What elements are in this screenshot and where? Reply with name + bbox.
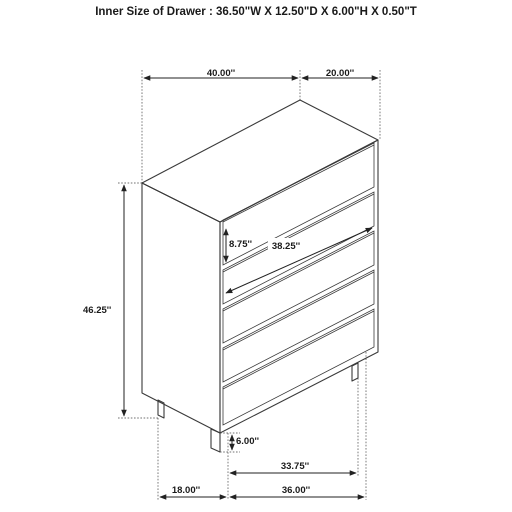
width-dimension-label: 40.00'': [206, 68, 236, 79]
inner-drawer-size-label: Inner Size of Drawer: [95, 6, 206, 18]
leg-span-dimension-label: 33.75'': [280, 461, 310, 472]
drawer-width-dimension-label: 38.25'': [271, 241, 301, 252]
drawer-height-dimension-label: 8.75'': [229, 239, 253, 250]
front-left-leg: [211, 429, 220, 452]
depth-dimension-label: 20.00'': [325, 68, 355, 79]
front-width-dimension-label: 36.00'': [281, 485, 311, 496]
side-depth-dimension-label: 18.00'': [171, 485, 201, 496]
chest-front-frame: [220, 140, 378, 433]
drawer-5: [223, 309, 374, 425]
chest-body: [142, 100, 378, 452]
height-dimension-label: 46.25'': [83, 305, 112, 316]
leg-height-dimension-label: 6.00'': [236, 436, 260, 447]
front-right-leg: [352, 363, 358, 381]
inner-drawer-size-value: : 36.50"W X 12.50"D X 6.00"H X 0.50"T: [208, 6, 417, 18]
chest-side-panel: [142, 183, 220, 433]
